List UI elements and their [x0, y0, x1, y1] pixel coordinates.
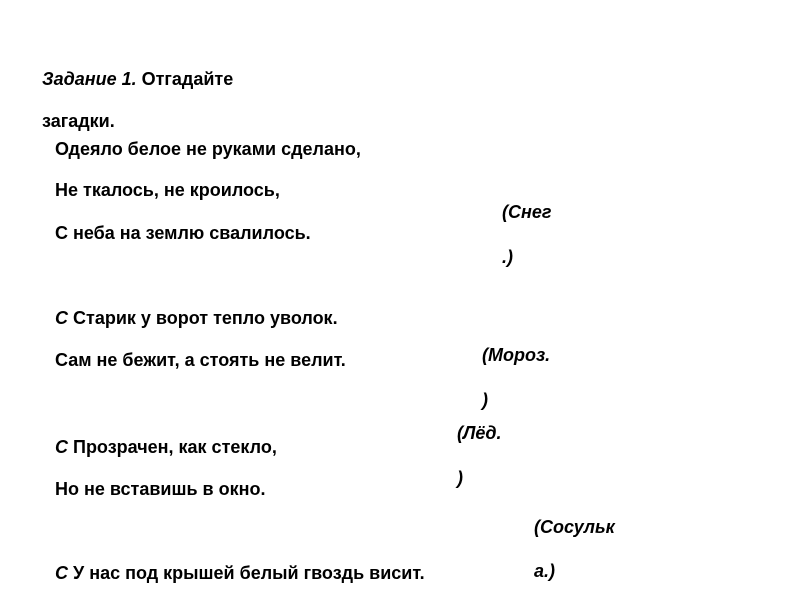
- riddle-3-line-1-text: Прозрачен, как стекло,: [68, 437, 277, 457]
- riddle-1-line-3: С неба на землю свалилось.: [55, 223, 311, 243]
- riddle-3-answer-continuation: ): [457, 468, 463, 488]
- riddle-4-line-1-text: У нас под крышей белый гвоздь висит.: [68, 563, 425, 583]
- task-title-text: Отгадайте: [136, 69, 234, 89]
- riddle-1-answer: (Снег: [502, 202, 552, 222]
- riddle-2-line-1-text: Старик у ворот тепло уволок.: [68, 308, 338, 328]
- riddle-1-line-1: Одеяло белое не руками сделано,: [55, 139, 361, 159]
- riddle-2-answer-continuation: ): [482, 390, 488, 410]
- riddle-3-answer: (Лёд.: [457, 423, 502, 443]
- riddle-2-marker: С: [55, 308, 68, 328]
- riddle-4-answer-continuation: а.): [534, 561, 556, 581]
- task-title-continuation: загадки.: [42, 111, 115, 131]
- riddle-1-line-2: Не ткалось, не кроилось,: [55, 180, 280, 200]
- riddle-2-answer: (Мороз.: [482, 345, 551, 365]
- riddle-3-line-1: [55, 438, 277, 456]
- task-number: Задание 1.: [42, 69, 137, 89]
- task-title: [42, 70, 233, 88]
- riddle-4-marker: С: [55, 563, 68, 583]
- riddle-2-line-1: [55, 309, 338, 327]
- riddle-4-answer: (Сосульк: [534, 517, 615, 537]
- riddle-3-marker: С: [55, 437, 68, 457]
- riddle-4-line-1: [55, 564, 425, 582]
- riddle-1-answer-continuation: .): [502, 247, 513, 267]
- riddle-3-line-2: Но не вставишь в окно.: [55, 479, 266, 499]
- riddle-2-line-2: Сам не бежит, а стоять не велит.: [55, 350, 346, 370]
